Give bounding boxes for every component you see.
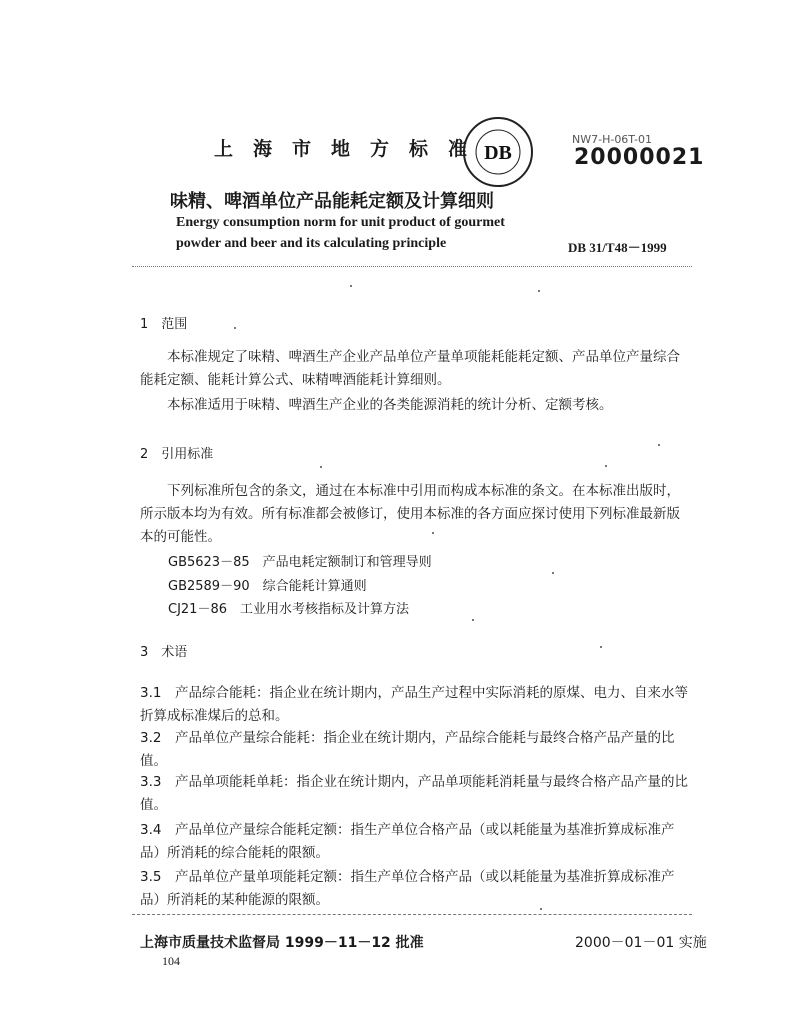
section-1-paragraph-1: 本标准规定了味精、啤酒生产企业产品单位产量单项能耗能耗定额、产品单位产量综合能耗定额、能耗计算公式、味精啤酒能耗计算细则。 (140, 349, 680, 388)
scan-speck (320, 466, 322, 468)
seal-text: DB (484, 142, 512, 164)
scan-speck (658, 444, 660, 446)
section-3-heading: 3 术语 (140, 645, 188, 660)
section-2-paragraph-1: 下列标准所包含的条文，通过在本标准中引用而构成本标准的条文。在本标准出版时，所示版本均为有效。所有标准都会被修订，使用本标准的各方面应探讨使用下列标准最新版本的可能性。 (140, 483, 680, 545)
standard-code: 20000021 (574, 145, 705, 170)
section-1-paragraph-2: 本标准适用于味精、啤酒生产企业的各类能源消耗的统计分析、定额考核。 (167, 397, 613, 413)
term-item: 3.2 产品单位产量综合能耗：指企业在统计期内，产品综合能耗与最终合格产品产量的比值。 (140, 730, 675, 769)
term-item: 3.3 产品单项能耗单耗：指企业在统计期内，产品单项能耗消耗量与最终合格产品产量的比值。 (140, 774, 688, 813)
document-title-en-line1: Energy consumption norm for unit product of gourmet (176, 215, 505, 230)
scan-speck (600, 646, 602, 648)
term-item: 3.4 产品单位产量综合能耗定额：指生产单位合格产品（或以耗能量为基准折算成标准产品）所消耗的综合能耗的限额。 (140, 822, 675, 861)
section-2-heading: 2 引用标准 (140, 447, 214, 462)
scan-speck (234, 327, 236, 329)
footer-divider (132, 914, 692, 915)
scan-speck (350, 285, 352, 287)
standard-org-title: 上海市地方标准 (214, 138, 488, 160)
scan-speck (552, 572, 554, 574)
scan-speck (538, 290, 540, 292)
document-title-cn: 味精、啤酒单位产品能耗定额及计算细则 (170, 191, 494, 212)
term-item: 3.5 产品单位产量单项能耗定额：指生产单位合格产品（或以耗能量为基准折算成标准产品）所消耗的某种能源的限额。 (140, 869, 675, 908)
document-title-en-line2: powder and beer and its calculating principle (176, 236, 447, 251)
term-item: 3.1 产品综合能耗：指企业在统计期内，产品生产过程中实际消耗的原煤、电力、自来水等折算成标准煤后的总和。 (140, 685, 688, 724)
db-seal-icon (458, 114, 538, 190)
header-divider (132, 266, 692, 267)
scan-speck (432, 532, 434, 534)
effective-date: 2000－01－01 实施 (575, 935, 707, 951)
reference-item: GB2589－90 综合能耗计算通则 (168, 579, 367, 594)
standard-number: DB 31/T48－1999 (568, 240, 667, 255)
scan-speck (540, 908, 542, 910)
scan-speck (605, 465, 607, 467)
section-1-heading: 1 范围 (140, 317, 188, 332)
approval-date: 上海市质量技术监督局 1999－11－12 批准 (140, 935, 424, 951)
page-number: 104 (162, 954, 180, 968)
scan-speck (472, 619, 474, 621)
standard-code-small: NW7-H-06T-01 (572, 133, 652, 146)
reference-item: GB5623－85 产品电耗定额制订和管理导则 (168, 555, 432, 570)
reference-item: CJ21－86 工业用水考核指标及计算方法 (168, 602, 409, 617)
